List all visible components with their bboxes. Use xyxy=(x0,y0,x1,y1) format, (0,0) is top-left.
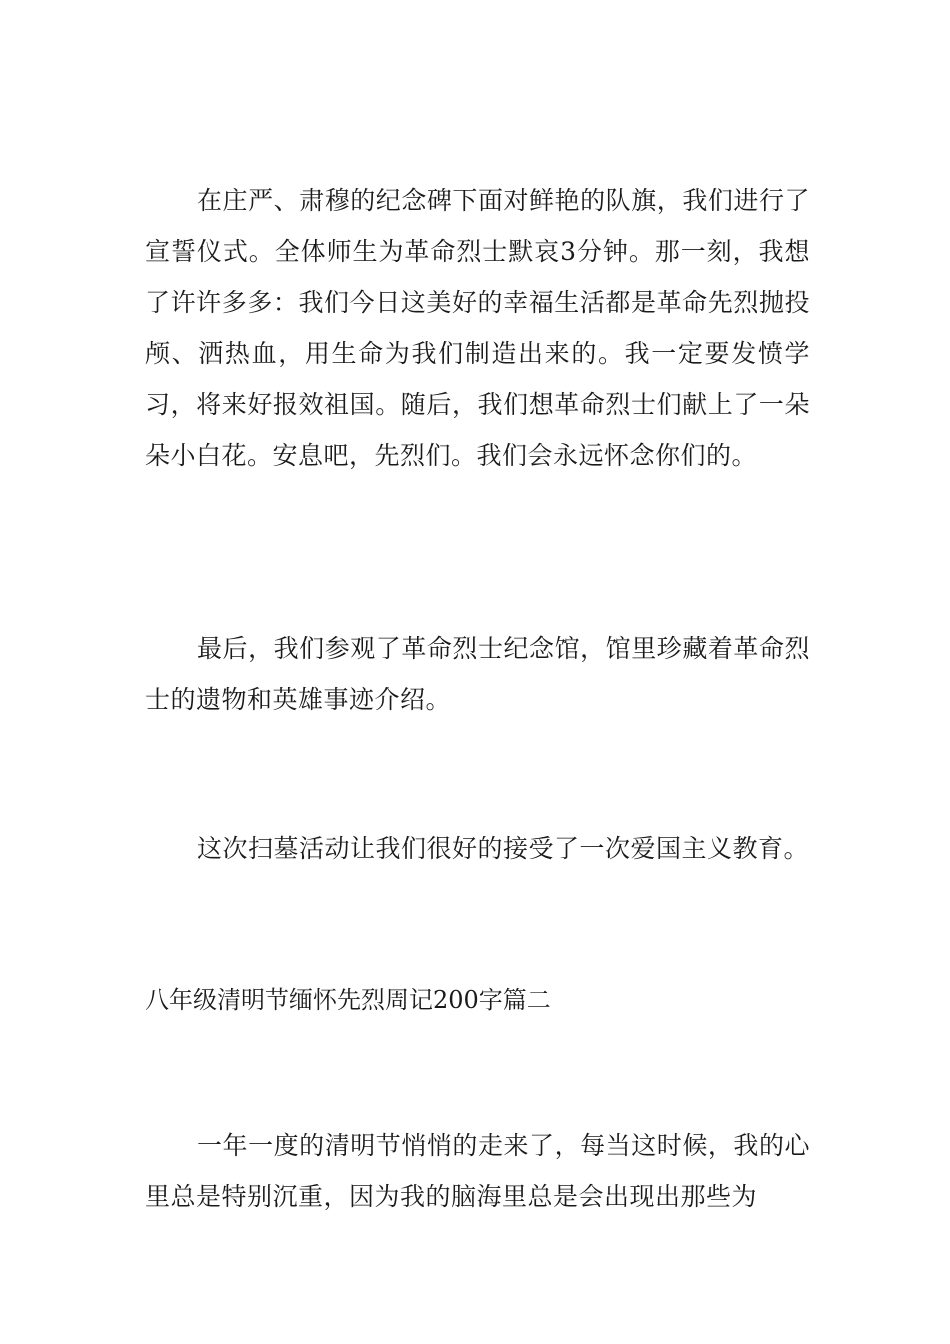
paragraph-memorial-hall: 最后，我们参观了革命烈士纪念馆，馆里珍藏着革命烈士的遗物和英雄事迹介绍。 xyxy=(145,634,810,714)
paragraph-oath-ceremony: 在庄严、肃穆的纪念碑下面对鲜艳的队旗，我们进行了宣誓仪式。全体师生为革命烈士默哀3分钟。那一刻，我想了许许多多：我们今日这美好的幸福生活都是革命先烈抛投颅、洒热血，用生命为我们制造出来的。我一定要发愤学习，将来好报效祖国。随后，我们想革命烈士们献上了一朵朵小白花。安息吧，先烈们。我们会永远怀念你们的。 xyxy=(145,186,810,470)
section-heading: 八年级清明节缅怀先烈周记200字篇二 xyxy=(145,986,551,1014)
paragraph-patriotic-education: 这次扫墓活动让我们很好的接受了一次爱国主义教育。 xyxy=(197,834,810,863)
paragraph-qingming-intro: 一年一度的清明节悄悄的走来了，每当这时候，我的心里总是特别沉重，因为我的脑海里总是会出现出那些为 xyxy=(145,1131,810,1211)
